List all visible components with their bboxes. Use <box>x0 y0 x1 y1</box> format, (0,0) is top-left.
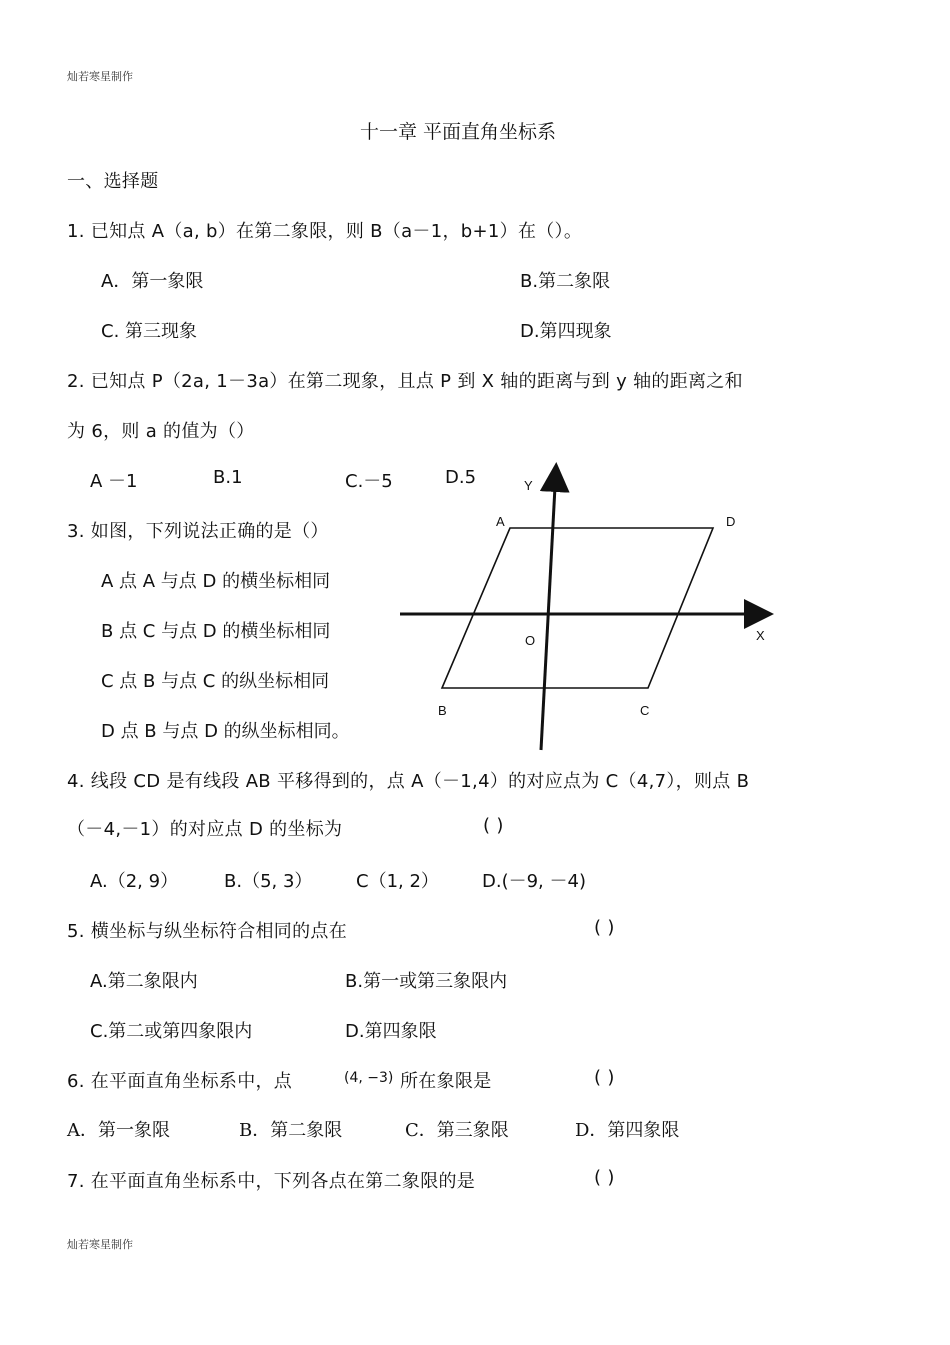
section-heading: 一、选择题 <box>67 171 159 192</box>
question-3-stem: 3. 如图，下列说法正确的是（） <box>67 521 329 542</box>
y-axis <box>541 468 556 750</box>
question-3-option-b: B 点 C 与点 D 的横坐标相同 <box>101 621 331 642</box>
question-3-option-d: D 点 B 与点 D 的纵坐标相同。 <box>101 721 350 742</box>
question-4-answer-blank: ( ) <box>483 815 504 836</box>
question-1-stem: 1. 已知点 A（a, b）在第二象限，则 B（a－1，b+1）在（）。 <box>67 221 583 242</box>
question-2-option-c: C.－5 <box>345 471 393 492</box>
question-5-option-a: A.第二象限内 <box>90 971 198 992</box>
question-2-option-d: D.5 <box>445 467 477 488</box>
question-4-option-d: D.(－9, －4) <box>482 871 586 892</box>
question-6-stem-end: 所在象限是 <box>400 1071 492 1092</box>
question-1-option-c: C. 第三现象 <box>101 321 198 342</box>
page-footer: 灿若寒星制作 <box>67 1238 133 1251</box>
question-5-option-b: B.第一或第三象限内 <box>345 971 508 992</box>
label-origin: O <box>525 633 536 648</box>
question-6-point: (4, −3) <box>344 1070 394 1086</box>
label-point-c: C <box>640 703 650 718</box>
question-6-option-d: D．第四象限 <box>575 1120 680 1141</box>
question-7-answer-blank: ( ) <box>594 1167 615 1188</box>
question-4-stem-line2: （－4,－1）的对应点 D 的坐标为 <box>67 819 343 840</box>
question-4-option-b: B.（5, 3） <box>224 871 313 892</box>
question-7-stem: 7. 在平面直角坐标系中，下列各点在第二象限的是 <box>67 1171 476 1192</box>
question-2-stem-line1: 2. 已知点 P（2a, 1－3a）在第二现象，且点 P 到 X 轴的距离与到 y 轴的距离之和 <box>67 371 743 392</box>
question-3-option-a: A 点 A 与点 D 的横坐标相同 <box>101 571 331 592</box>
page-header: 灿若寒星制作 <box>67 70 133 83</box>
question-2-stem-line2: 为 6，则 a 的值为（） <box>67 421 255 442</box>
question-4-option-c: C（1, 2） <box>356 871 439 892</box>
question-6-answer-blank: ( ) <box>594 1067 615 1088</box>
question-6-option-c: C．第三象限 <box>405 1120 509 1141</box>
question-5-option-c: C.第二或第四象限内 <box>90 1021 253 1042</box>
label-point-b: B <box>438 703 447 718</box>
question-1-option-d: D.第四现象 <box>520 321 612 342</box>
question-4-stem-line1: 4. 线段 CD 是有线段 AB 平移得到的，点 A（－1,4）的对应点为 C（4,7），则点 B <box>67 771 750 792</box>
question-1-option-a: A．第一象限 <box>101 271 204 292</box>
parallelogram-abcd <box>442 528 713 688</box>
label-y: Y <box>524 478 533 493</box>
label-point-d: D <box>726 514 736 529</box>
question-1-option-b: B.第二象限 <box>520 271 611 292</box>
question-2-option-b: B.1 <box>213 467 243 488</box>
question-5-option-d: D.第四象限 <box>345 1021 437 1042</box>
question-5-answer-blank: ( ) <box>594 917 615 938</box>
question-6-option-a: A．第一象限 <box>67 1120 170 1141</box>
question-3-option-c: C 点 B 与点 C 的纵坐标相同 <box>101 671 330 692</box>
question-5-stem: 5. 横坐标与纵坐标符合相同的点在 <box>67 921 347 942</box>
question-2-option-a: A －1 <box>90 471 138 492</box>
page-title: 十一章 平面直角坐标系 <box>360 121 557 143</box>
coordinate-figure <box>390 460 790 760</box>
question-6-option-b: B．第二象限 <box>239 1120 343 1141</box>
label-x: X <box>756 628 765 643</box>
question-4-option-a: A.（2, 9） <box>90 871 179 892</box>
label-point-a: A <box>496 514 505 529</box>
question-6-stem: 6. 在平面直角坐标系中，点 <box>67 1071 293 1092</box>
